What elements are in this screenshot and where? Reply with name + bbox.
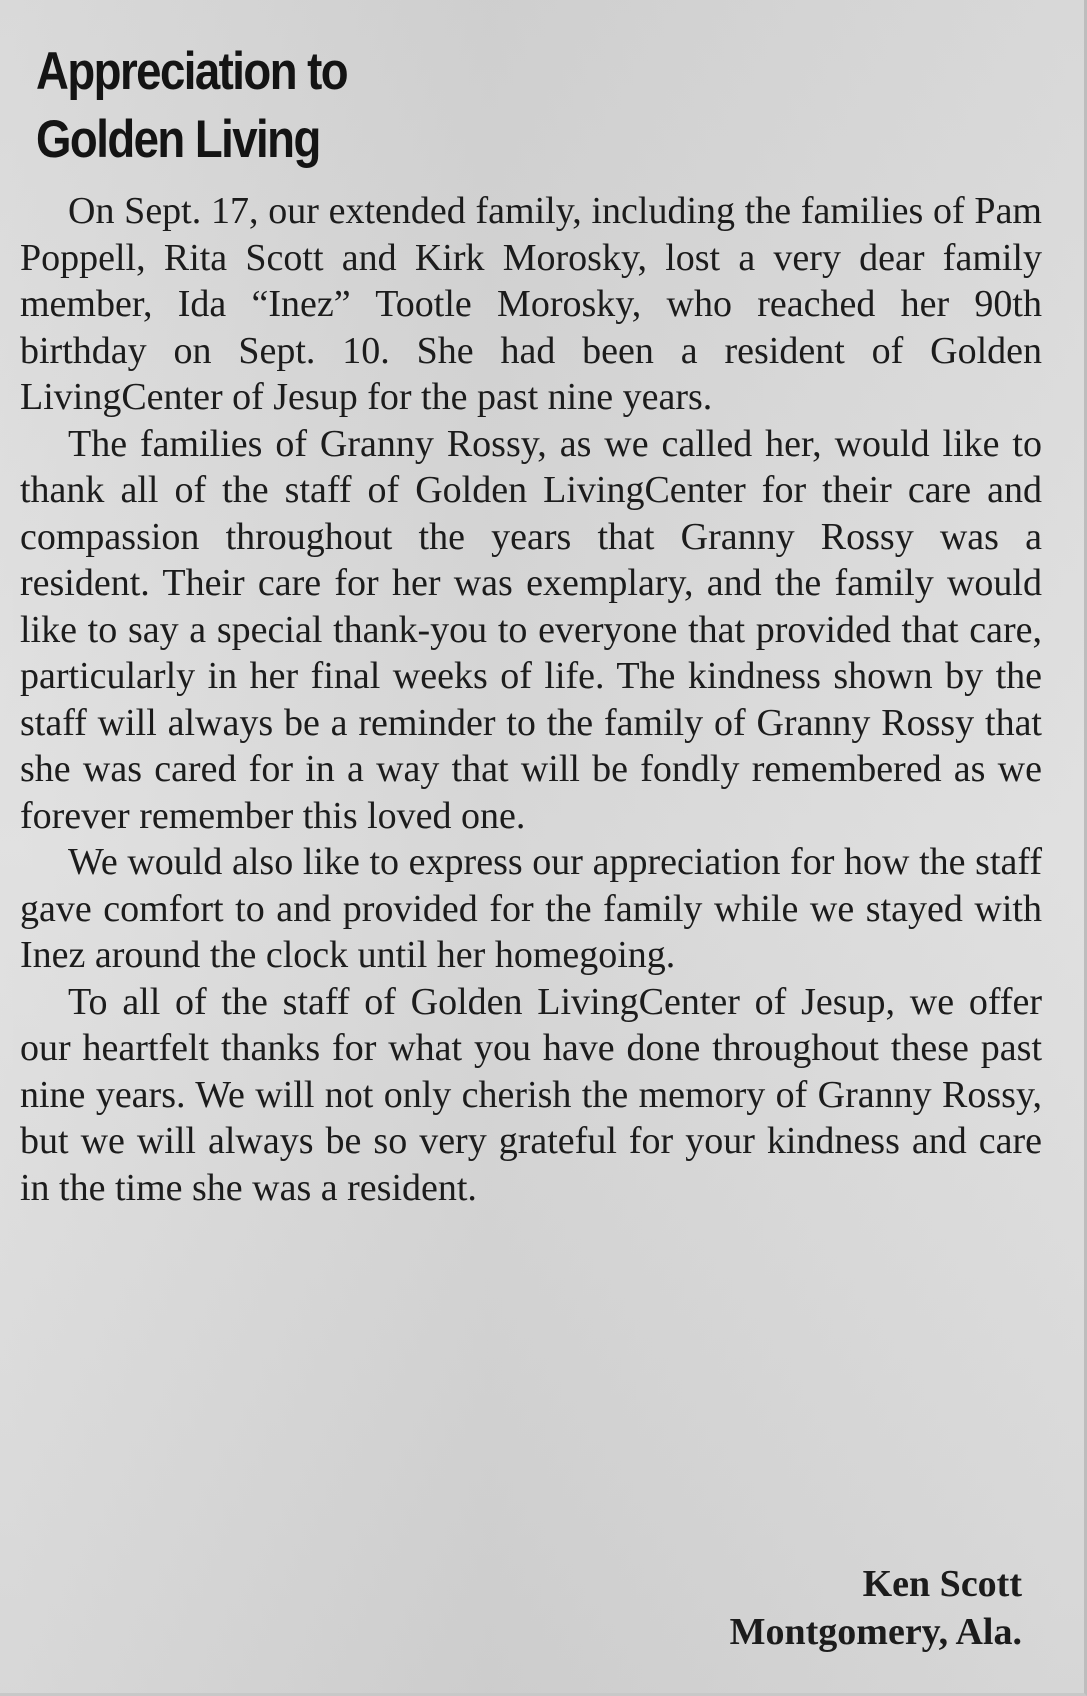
headline	[36, 38, 483, 174]
headline-line-1: Appreciation to	[36, 42, 348, 101]
paragraph-2: The families of Granny Rossy, as we called her, would like to thank all of the staff of Golden LivingCenter for their care and compassion throughout the years that Granny Rossy was a resident. Their care for her was exemplary, and the family would like to say a special thank-you to everyone that provided that care, particularly in her final weeks of life. The kindness shown by the staff will always be a reminder to the family of Granny Rossy that she was cared for in a way that will be fondly remembered as we forever remember this loved one.	[20, 422, 1042, 837]
paragraph-1: On Sept. 17, our extended family, including the families of Pam Poppell, Rita Scott and Kirk Morosky, lost a very dear family member, Ida “Inez” Tootle Morosky, who reached her 90th birthday on Sept. 10. She had been a resident of Golden LivingCenter of Jesup for the past nine years.	[20, 190, 1042, 418]
signature-location: Montgomery, Ala.	[729, 1611, 1022, 1653]
signature-block	[730, 1560, 1022, 1656]
paragraph-4: To all of the staff of Golden LivingCenter of Jesup, we offer our heartfelt thanks for what you have done throughout these past nine years. We will not only cherish the memory of Granny Rossy, but we will always be so very grateful for your kindness and care in the time she was a resident.	[20, 980, 1042, 1209]
letter-body	[20, 188, 1042, 1211]
paragraph-3: We would also like to express our appreciation for how the staff gave comfort to and provided for the family while we stayed with Inez around the clock until her homegoing.	[20, 841, 1042, 976]
headline-line-2: Golden Living	[36, 110, 320, 169]
signature-name: Ken Scott	[862, 1563, 1022, 1605]
